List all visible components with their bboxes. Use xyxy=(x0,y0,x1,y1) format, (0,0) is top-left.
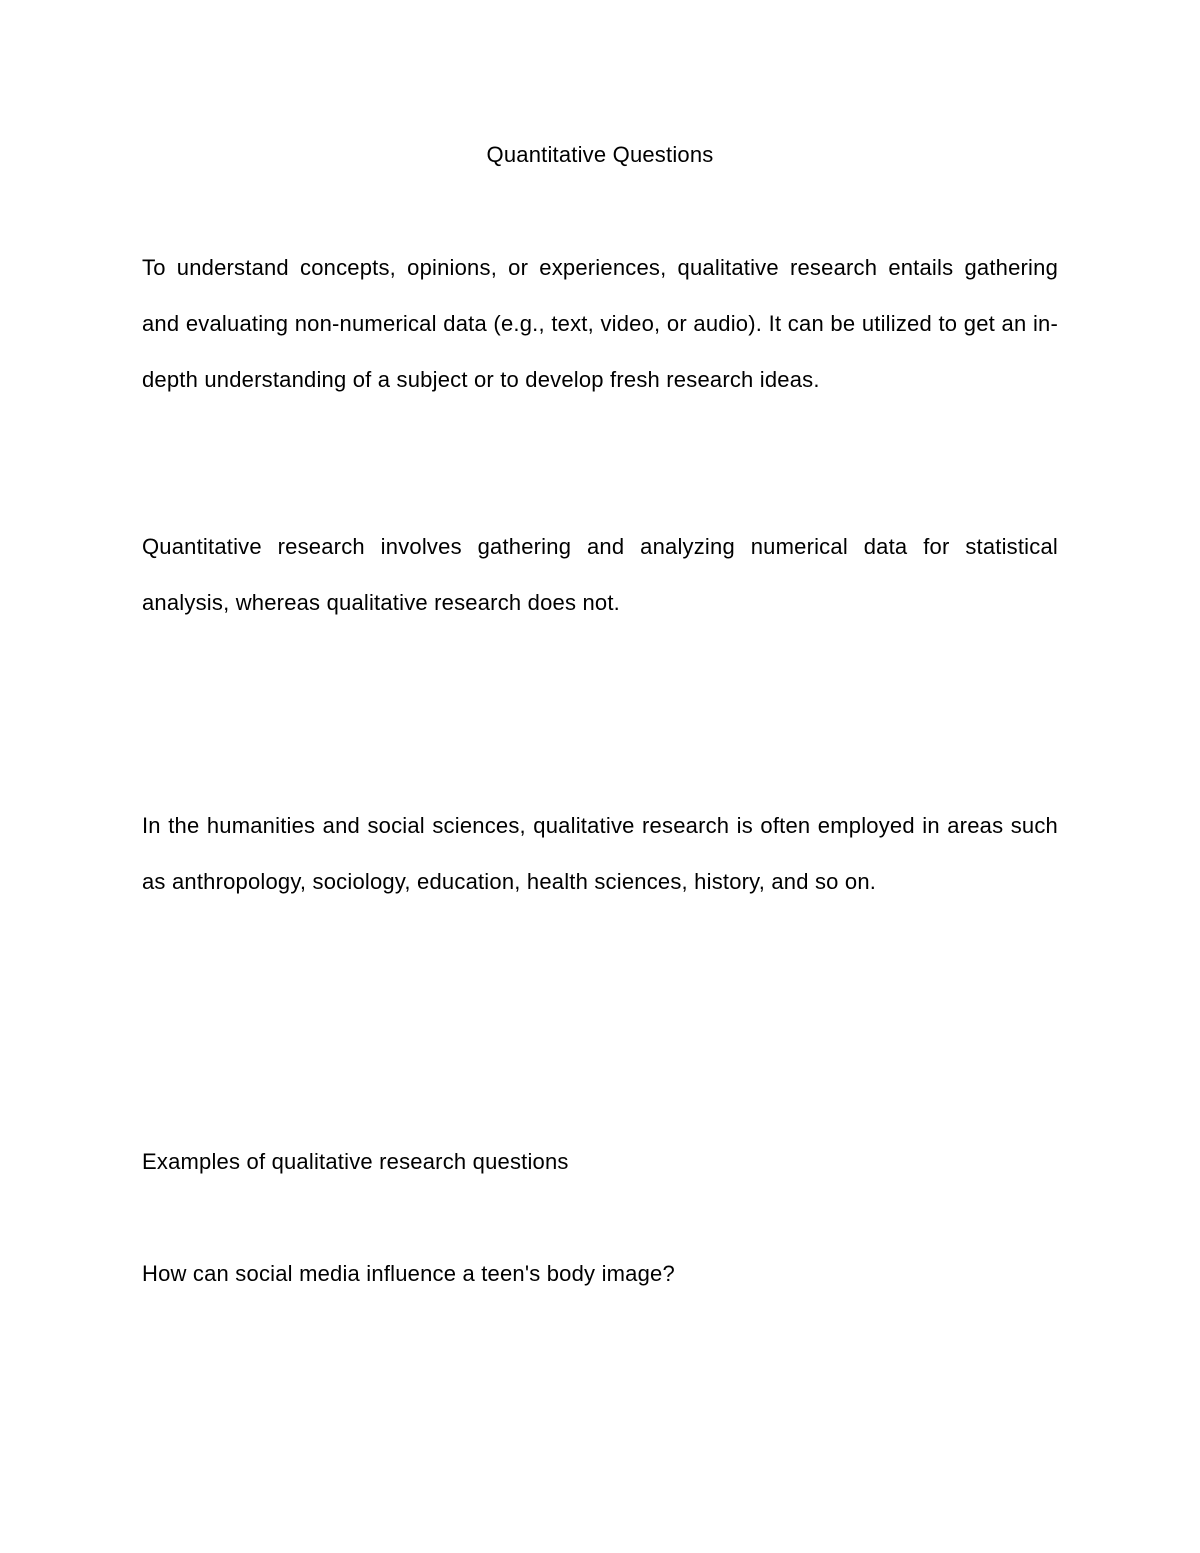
paragraph-qualitative-definition: To understand concepts, opinions, or experiences, qualitative research entails gathering and evaluating non-numerical data (e.g., text, video, or audio). It can be utilized to get an in-depth understanding of a subject or to develop fresh research ideas. xyxy=(142,255,1058,392)
section-heading-examples: Examples of qualitative research questions xyxy=(142,1149,569,1174)
document-title: Quantitative Questions xyxy=(486,142,714,167)
example-question: How can social media influence a teen's body image? xyxy=(142,1261,675,1286)
paragraph-qualitative-fields: In the humanities and social sciences, qualitative research is often employed in areas such as anthropology, sociology, education, health sciences, history, and so on. xyxy=(142,813,1058,894)
paragraph-quantitative-contrast: Quantitative research involves gathering and analyzing numerical data for statistical analysis, whereas qualitative research does not. xyxy=(142,534,1058,615)
